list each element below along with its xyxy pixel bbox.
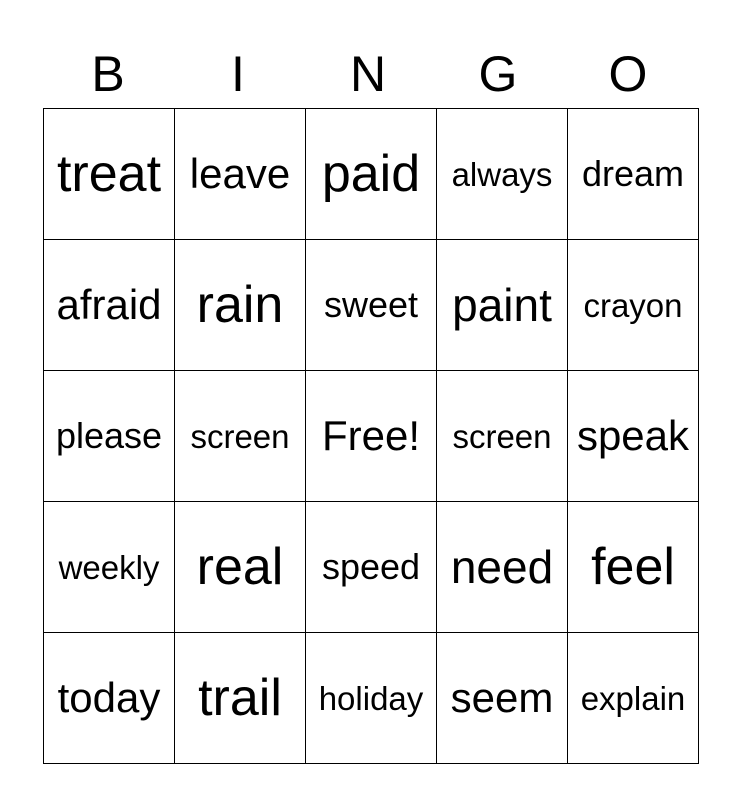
bingo-cell[interactable]: afraid bbox=[44, 240, 175, 371]
bingo-header bbox=[43, 40, 693, 108]
bingo-cell[interactable]: need bbox=[437, 502, 568, 633]
bingo-cell[interactable]: treat bbox=[44, 109, 175, 240]
bingo-cell[interactable]: holiday bbox=[306, 633, 437, 764]
header-letter-i: I bbox=[231, 46, 245, 102]
bingo-cell[interactable]: real bbox=[175, 502, 306, 633]
bingo-cell[interactable]: dream bbox=[568, 109, 699, 240]
bingo-cell[interactable]: speed bbox=[306, 502, 437, 633]
header-letter-n: N bbox=[349, 46, 387, 102]
board-row bbox=[44, 502, 699, 633]
header-letter-g: G bbox=[478, 46, 518, 102]
bingo-cell[interactable]: explain bbox=[568, 633, 699, 764]
header-letter-b: B bbox=[91, 46, 125, 102]
bingo-board bbox=[43, 108, 699, 764]
bingo-cell[interactable]: trail bbox=[175, 633, 306, 764]
bingo-cell[interactable]: please bbox=[44, 371, 175, 502]
bingo-cell[interactable]: leave bbox=[175, 109, 306, 240]
bingo-cell[interactable]: paid bbox=[306, 109, 437, 240]
header-letter-o: O bbox=[608, 46, 648, 102]
bingo-cell[interactable]: seem bbox=[437, 633, 568, 764]
board-row bbox=[44, 240, 699, 371]
bingo-cell[interactable]: always bbox=[437, 109, 568, 240]
bingo-cell[interactable]: speak bbox=[568, 371, 699, 502]
bingo-cell[interactable]: crayon bbox=[568, 240, 699, 371]
bingo-cell[interactable]: rain bbox=[175, 240, 306, 371]
bingo-cell[interactable]: weekly bbox=[44, 502, 175, 633]
board-row bbox=[44, 109, 699, 240]
free-space-cell[interactable]: Free! bbox=[306, 371, 437, 502]
bingo-cell[interactable]: screen bbox=[175, 371, 306, 502]
bingo-cell[interactable]: paint bbox=[437, 240, 568, 371]
bingo-cell[interactable]: today bbox=[44, 633, 175, 764]
bingo-cell[interactable]: sweet bbox=[306, 240, 437, 371]
bingo-cell[interactable]: feel bbox=[568, 502, 699, 633]
bingo-cell[interactable]: screen bbox=[437, 371, 568, 502]
board-row bbox=[44, 633, 699, 764]
board-row bbox=[44, 371, 699, 502]
